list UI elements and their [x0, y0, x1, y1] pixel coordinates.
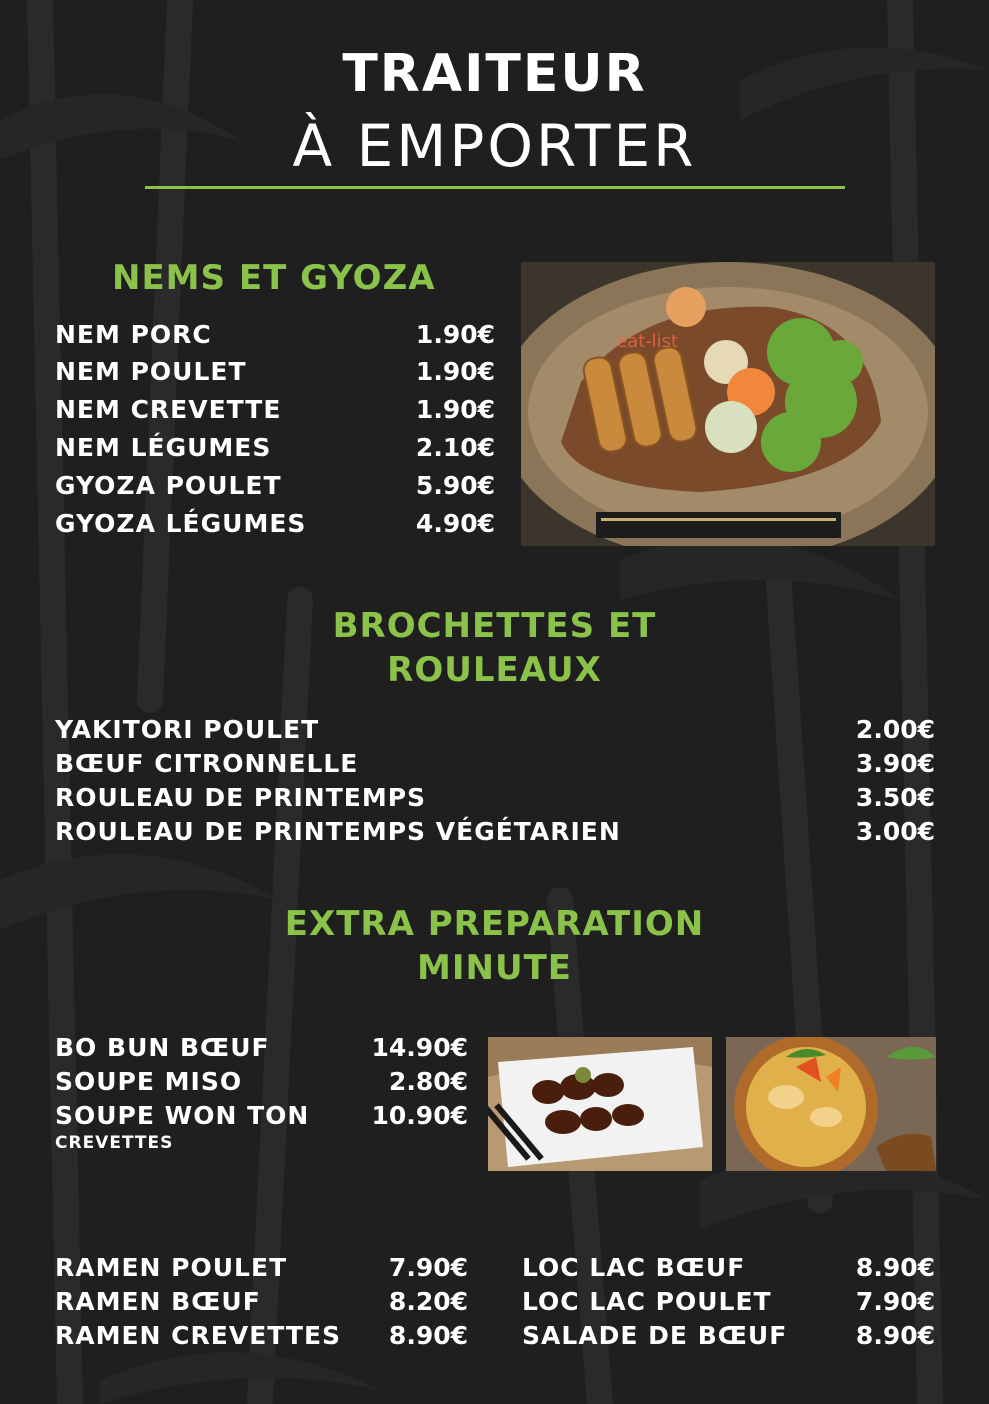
menu-item-name: GYOZA POULET — [55, 471, 282, 500]
menu-item-price: 3.00€ — [855, 817, 935, 846]
menu-item-price: 7.90€ — [855, 1287, 935, 1316]
menu-item-subnote: CREVETTES — [55, 1133, 174, 1153]
yakitori-photo — [488, 1037, 712, 1171]
menu-item-name: NEM CREVETTE — [55, 395, 282, 424]
menu-item-price: 2.80€ — [388, 1067, 468, 1096]
menu-item-name: NEM PORC — [55, 320, 212, 349]
menu-item-price: 8.90€ — [855, 1321, 935, 1350]
menu-item-name: SOUPE WON TON — [55, 1101, 310, 1130]
menu-item-price: 14.90€ — [371, 1033, 468, 1062]
menu-item-name: BO BUN BŒUF — [55, 1033, 270, 1062]
menu-item-name: ROULEAU DE PRINTEMPS VÉGÉTARIEN — [55, 817, 621, 846]
title-line1: TRAITEUR — [342, 44, 647, 104]
menu-item-name: BŒUF CITRONNELLE — [55, 749, 359, 778]
menu-item-price: 3.90€ — [855, 749, 935, 778]
menu-item-name: YAKITORI POULET — [55, 715, 320, 744]
menu-item-price: 4.90€ — [415, 509, 495, 538]
menu-item-price: 8.90€ — [855, 1253, 935, 1282]
menu-item-price: 1.90€ — [415, 395, 495, 424]
menu-item-name: ROULEAU DE PRINTEMPS — [55, 783, 427, 812]
section-title-brochettes-line2: ROULEAUX — [387, 650, 602, 690]
section-title-extra-line2: MINUTE — [417, 948, 572, 988]
watermark-text: eat-list — [616, 331, 679, 352]
curry-soup-photo — [726, 1037, 936, 1171]
title-divider — [145, 186, 845, 189]
menu-item-name: RAMEN POULET — [55, 1253, 288, 1282]
menu-item-price: 1.90€ — [415, 357, 495, 386]
section-title-nems: NEMS ET GYOZA — [112, 258, 436, 298]
menu-item-name: NEM POULET — [55, 357, 247, 386]
menu-item-name: LOC LAC BŒUF — [522, 1253, 746, 1282]
menu-item-name: SOUPE MISO — [55, 1067, 243, 1096]
nems-plate-photo — [521, 262, 935, 546]
menu-item-price: 2.00€ — [855, 715, 935, 744]
menu-item-price: 5.90€ — [415, 471, 495, 500]
section-title-extra-line1: EXTRA PREPARATION — [284, 904, 705, 944]
menu-item-price: 8.90€ — [388, 1321, 468, 1350]
menu-item-price: 3.50€ — [855, 783, 935, 812]
menu-item-price: 7.90€ — [388, 1253, 468, 1282]
menu-item-name: NEM LÉGUMES — [55, 433, 272, 462]
menu-item-price: 8.20€ — [388, 1287, 468, 1316]
menu-item-name: RAMEN CREVETTES — [55, 1321, 342, 1350]
menu-item-name: RAMEN BŒUF — [55, 1287, 261, 1316]
menu-item-name: GYOZA LÉGUMES — [55, 509, 307, 538]
menu-item-price: 1.90€ — [415, 320, 495, 349]
title-line2: À EMPORTER — [292, 112, 697, 180]
menu-item-name: SALADE DE BŒUF — [522, 1321, 788, 1350]
menu-item-price: 2.10€ — [415, 433, 495, 462]
section-title-brochettes-line1: BROCHETTES ET — [332, 606, 657, 646]
menu-item-name: LOC LAC POULET — [522, 1287, 772, 1316]
menu-item-price: 10.90€ — [371, 1101, 468, 1130]
